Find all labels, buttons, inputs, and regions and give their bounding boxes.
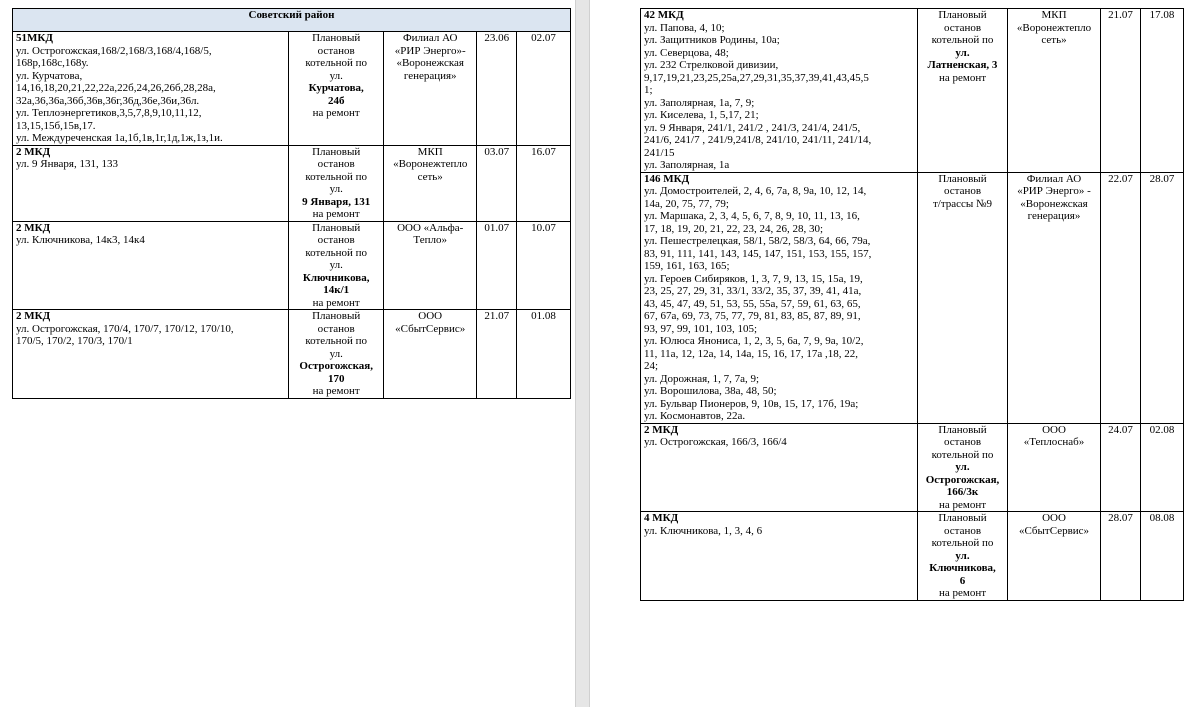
reason-line: останов xyxy=(943,436,982,448)
address-line: 168р,168с,168у. xyxy=(16,57,89,69)
address-line: ул. Папова, 4, 10; xyxy=(644,21,725,34)
organization-cell xyxy=(1008,512,1101,601)
org-line: Филиал АО xyxy=(402,32,458,44)
address-line: 170/5, 170/2, 170/3, 170/1 xyxy=(16,335,133,347)
boiler-address: Ключникова, xyxy=(302,271,370,284)
end-date: 16.07 xyxy=(517,145,571,221)
organization-cell xyxy=(1008,172,1101,423)
address-line: 32а,36,36а,36б,36в,36г,36д,36е,36и,36л. xyxy=(16,94,200,107)
org-line: «СбытСервис» xyxy=(395,322,466,335)
address-line: 159, 161, 163, 165; xyxy=(644,260,730,272)
reason-cell xyxy=(918,512,1008,601)
start-date: 21.07 xyxy=(1101,9,1141,173)
address-line: 241/15 xyxy=(644,146,675,159)
org-line: сеть» xyxy=(417,170,443,183)
reason-cell xyxy=(918,172,1008,423)
reason-cell xyxy=(289,145,384,221)
reason-line: Плановый xyxy=(938,9,987,21)
reason-line: останов xyxy=(317,158,355,170)
reason-line: Плановый xyxy=(312,145,361,158)
reason-cell xyxy=(289,310,384,399)
reason-line: ул. xyxy=(955,549,970,562)
organization-cell xyxy=(383,221,477,310)
address-line: 23, 25, 27, 29, 31, 33/1, 33/2, 35, 37, 39, 41, 41а, xyxy=(644,285,862,297)
address-line: ул. Ключникова, 1, 3, 4, 6 xyxy=(644,524,763,537)
address-line: ул. Острогожская,168/2,168/3,168/4,168/5, xyxy=(16,44,212,57)
address-cell xyxy=(641,423,918,512)
table-row xyxy=(13,145,571,221)
reason-line: останов xyxy=(943,524,982,537)
end-date: 08.08 xyxy=(1141,512,1184,601)
reason-line: на ремонт xyxy=(938,71,987,84)
building-count: 2 МКД xyxy=(16,310,51,322)
start-date: 01.07 xyxy=(477,221,517,310)
reason-line: на ремонт xyxy=(938,498,987,511)
org-line: «РИР Энерго» - xyxy=(1017,185,1091,197)
org-line: «СбытСервис» xyxy=(1018,524,1090,537)
reason-line: на ремонт xyxy=(312,208,360,220)
address-line: ул. Теплоэнергетиков,3,5,7,8,9,10,11,12, xyxy=(16,107,202,119)
address-cell xyxy=(13,145,289,221)
table-row xyxy=(641,423,1184,512)
address-line: ул. 9 Января, 241/1, 241/2 , 241/3, 241/4, 241/5, xyxy=(644,121,861,134)
reason-line: ул. xyxy=(329,347,343,360)
address-line: 11, 11а, 12, 12а, 14, 14а, 15, 16, 17, 17а ,18, 22, xyxy=(644,347,858,360)
address-line: ул. Ключникова, 14к3, 14к4 xyxy=(16,234,145,246)
table-row xyxy=(13,221,571,310)
address-line: ул. Пешестрелецкая, 58/1, 58/2, 58/3, 64, 66, 79а, xyxy=(644,235,871,247)
org-line: «Воронежтепло xyxy=(1016,21,1092,34)
reason-line: ул. xyxy=(329,183,343,195)
address-cell xyxy=(641,512,918,601)
end-date: 02.08 xyxy=(1141,423,1184,512)
reason-cell xyxy=(289,221,384,310)
reason-line: котельной по xyxy=(931,537,994,549)
reason-line: останов xyxy=(317,234,355,246)
address-line: ул. 9 Января, 131, 133 xyxy=(16,158,118,170)
address-line: ул. Маршака, 2, 3, 4, 5, 6, 7, 8, 9, 10, 11, 13, 16, xyxy=(644,210,860,222)
org-line: ООО xyxy=(1042,423,1066,436)
building-count: 42 МКД xyxy=(644,9,684,21)
end-date: 17.08 xyxy=(1141,9,1184,173)
address-line: 17, 18, 19, 20, 21, 22, 23, 24, 26, 28, 30; xyxy=(644,222,824,235)
address-line: ул. Космонавтов, 22а. xyxy=(644,410,746,422)
boiler-number: 24б xyxy=(327,94,345,107)
org-line: «Воронежтепло xyxy=(393,158,468,170)
district-title: Советский район xyxy=(13,9,571,32)
reason-cell xyxy=(289,32,384,146)
organization-cell xyxy=(1008,9,1101,173)
start-date: 21.07 xyxy=(477,310,517,399)
address-line: ул. Бульвар Пионеров, 9, 10в, 15, 17, 17б, 19а; xyxy=(644,397,859,410)
building-count: 146 МКД xyxy=(644,172,690,185)
org-line: «Воронежская xyxy=(1020,197,1088,210)
page-gutter xyxy=(575,0,590,707)
reason-line: котельной по xyxy=(305,57,368,69)
address-line: ул. Дорожная, 1, 7, 7а, 9; xyxy=(644,372,760,385)
table-row xyxy=(641,512,1184,601)
address-line: 14,16,18,20,21,22,22а,22б,24,26,26б,28,28а, xyxy=(16,82,216,94)
schedule-table-right xyxy=(640,8,1184,601)
building-count: 4 МКД xyxy=(644,512,679,524)
reason-line: останов xyxy=(317,44,355,57)
org-line: Филиал АО xyxy=(1026,172,1082,185)
reason-line: Плановый xyxy=(938,423,987,436)
address-line: ул. Заполярная, 1а, 7, 9; xyxy=(644,96,755,109)
table-row xyxy=(641,9,1184,173)
org-line: «РИР Энерго»- xyxy=(394,44,466,57)
boiler-address: 9 Января, 131 xyxy=(302,195,371,208)
address-line: ул. Заполярная, 1а xyxy=(644,159,730,171)
start-date: 23.06 xyxy=(477,32,517,146)
document-page-right xyxy=(590,0,1200,707)
boiler-address: Острогожская, xyxy=(299,360,373,372)
building-count: 2 МКД xyxy=(16,145,51,158)
table-row xyxy=(13,32,571,146)
reason-line: ул. xyxy=(329,69,343,82)
reason-line: Плановый xyxy=(312,221,361,234)
address-cell xyxy=(13,32,289,146)
address-line: 241/6, 241/7 , 241/9,241/8, 241/10, 241/11, 241/14, xyxy=(644,134,872,146)
address-line: 43, 45, 47, 49, 51, 53, 55, 55а, 57, 59, 61, 63, 65, xyxy=(644,297,861,310)
address-line: ул. Героев Сибиряков, 1, 3, 7, 9, 13, 15, 15а, 19, xyxy=(644,272,863,285)
reason-line: на ремонт xyxy=(312,296,360,309)
reason-cell xyxy=(918,9,1008,173)
reason-line: котельной по xyxy=(305,335,368,347)
address-line: ул. Домостроителей, 2, 4, 6, 7а, 8, 9а, 10, 12, 14, xyxy=(644,185,867,197)
reason-line: на ремонт xyxy=(312,107,360,119)
reason-line: останов xyxy=(317,322,355,335)
boiler-number: 6 xyxy=(959,574,966,587)
building-count: 51МКД xyxy=(16,32,53,44)
schedule-table-left xyxy=(12,8,571,399)
district-header-row xyxy=(13,9,571,32)
org-line: «Теплоснаб» xyxy=(1023,436,1085,448)
address-cell xyxy=(13,221,289,310)
organization-cell xyxy=(383,310,477,399)
boiler-number: 166/3к xyxy=(946,486,979,498)
building-count: 2 МКД xyxy=(16,221,51,234)
reason-line: т/трассы №9 xyxy=(932,197,993,210)
address-cell xyxy=(641,9,918,173)
org-line: МКП xyxy=(1041,9,1067,21)
org-line: ООО «Альфа- xyxy=(397,221,464,234)
address-line: ул. Юлюса Янониса, 1, 2, 3, 5, 6а, 7, 9, 9а, 10/2, xyxy=(644,335,864,347)
org-line: сеть» xyxy=(1041,34,1067,46)
reason-line: ул. xyxy=(329,259,343,271)
start-date: 22.07 xyxy=(1101,172,1141,423)
boiler-number: 14к/1 xyxy=(323,284,350,296)
boiler-address: Острогожская, xyxy=(925,473,1000,486)
start-date: 24.07 xyxy=(1101,423,1141,512)
reason-line: Плановый xyxy=(312,32,361,44)
address-line: ул. Киселева, 1, 5,17, 21; xyxy=(644,109,759,121)
reason-line: котельной по xyxy=(305,170,368,183)
address-line: 14а, 20, 75, 77, 79; xyxy=(644,197,729,210)
org-line: генерация» xyxy=(403,69,457,82)
address-line: 9,17,19,21,23,25,25а,27,29,31,35,37,39,41,43,45,5 xyxy=(644,71,869,84)
address-line: ул. Междуреченская 1а,1б,1в,1г,1д,1ж,1з,1и. xyxy=(16,132,223,144)
address-line: ул. Курчатова, xyxy=(16,69,83,82)
end-date: 10.07 xyxy=(517,221,571,310)
address-line: ул. Северцова, 48; xyxy=(644,46,729,59)
end-date: 01.08 xyxy=(517,310,571,399)
org-line: ООО xyxy=(1042,512,1066,524)
org-line: Тепло» xyxy=(413,234,447,246)
end-date: 02.07 xyxy=(517,32,571,146)
address-cell xyxy=(13,310,289,399)
address-line: ул. Острогожская, 166/3, 166/4 xyxy=(644,436,787,448)
address-line: 93, 97, 99, 101, 103, 105; xyxy=(644,322,758,335)
address-line: ул. Ворошилова, 38а, 48, 50; xyxy=(644,385,777,397)
reason-line: Плановый xyxy=(312,310,361,322)
organization-cell xyxy=(383,32,477,146)
organization-cell xyxy=(383,145,477,221)
address-line: 24; xyxy=(644,360,659,372)
table-row xyxy=(13,310,571,399)
org-line: «Воронежская xyxy=(396,57,464,69)
reason-line: ул. xyxy=(955,46,970,59)
address-line: ул. 232 Стрелковой дивизии, xyxy=(644,59,779,71)
address-line: 83, 91, 111, 141, 143, 145, 147, 151, 153, 155, 157, xyxy=(644,247,872,260)
address-line: ул. Защитников Родины, 10а; xyxy=(644,34,780,46)
reason-line: на ремонт xyxy=(938,587,987,599)
org-line: МКП xyxy=(417,145,443,158)
boiler-number: 170 xyxy=(327,372,345,385)
table-row xyxy=(641,172,1184,423)
reason-line: останов xyxy=(943,185,982,197)
reason-line: останов xyxy=(943,21,982,34)
start-date: 28.07 xyxy=(1101,512,1141,601)
reason-cell xyxy=(918,423,1008,512)
organization-cell xyxy=(1008,423,1101,512)
address-line: ул. Острогожская, 170/4, 170/7, 170/12, 170/10, xyxy=(16,322,234,335)
address-line: 67, 67а, 69, 73, 75, 77, 79, 81, 83, 85, 87, 89, 91, xyxy=(644,310,861,322)
boiler-address: Ключникова, xyxy=(929,562,996,574)
reason-line: котельной по xyxy=(305,246,368,259)
reason-line: котельной по xyxy=(931,448,994,461)
boiler-address: Латненская, 3 xyxy=(927,59,998,71)
reason-line: Плановый xyxy=(938,172,987,185)
address-cell xyxy=(641,172,918,423)
address-line: 1; xyxy=(644,84,653,96)
reason-line: котельной по xyxy=(931,34,994,46)
reason-line: Плановый xyxy=(938,512,987,524)
org-line: генерация» xyxy=(1027,210,1081,222)
org-line: ООО xyxy=(418,310,443,322)
document-page-left xyxy=(0,0,575,707)
end-date: 28.07 xyxy=(1141,172,1184,423)
boiler-address: Курчатова, xyxy=(308,82,364,94)
start-date: 03.07 xyxy=(477,145,517,221)
reason-line: ул. xyxy=(955,461,970,473)
building-count: 2 МКД xyxy=(644,423,679,436)
reason-line: на ремонт xyxy=(312,385,360,397)
address-line: 13,15,15б,15в,17. xyxy=(16,119,96,132)
